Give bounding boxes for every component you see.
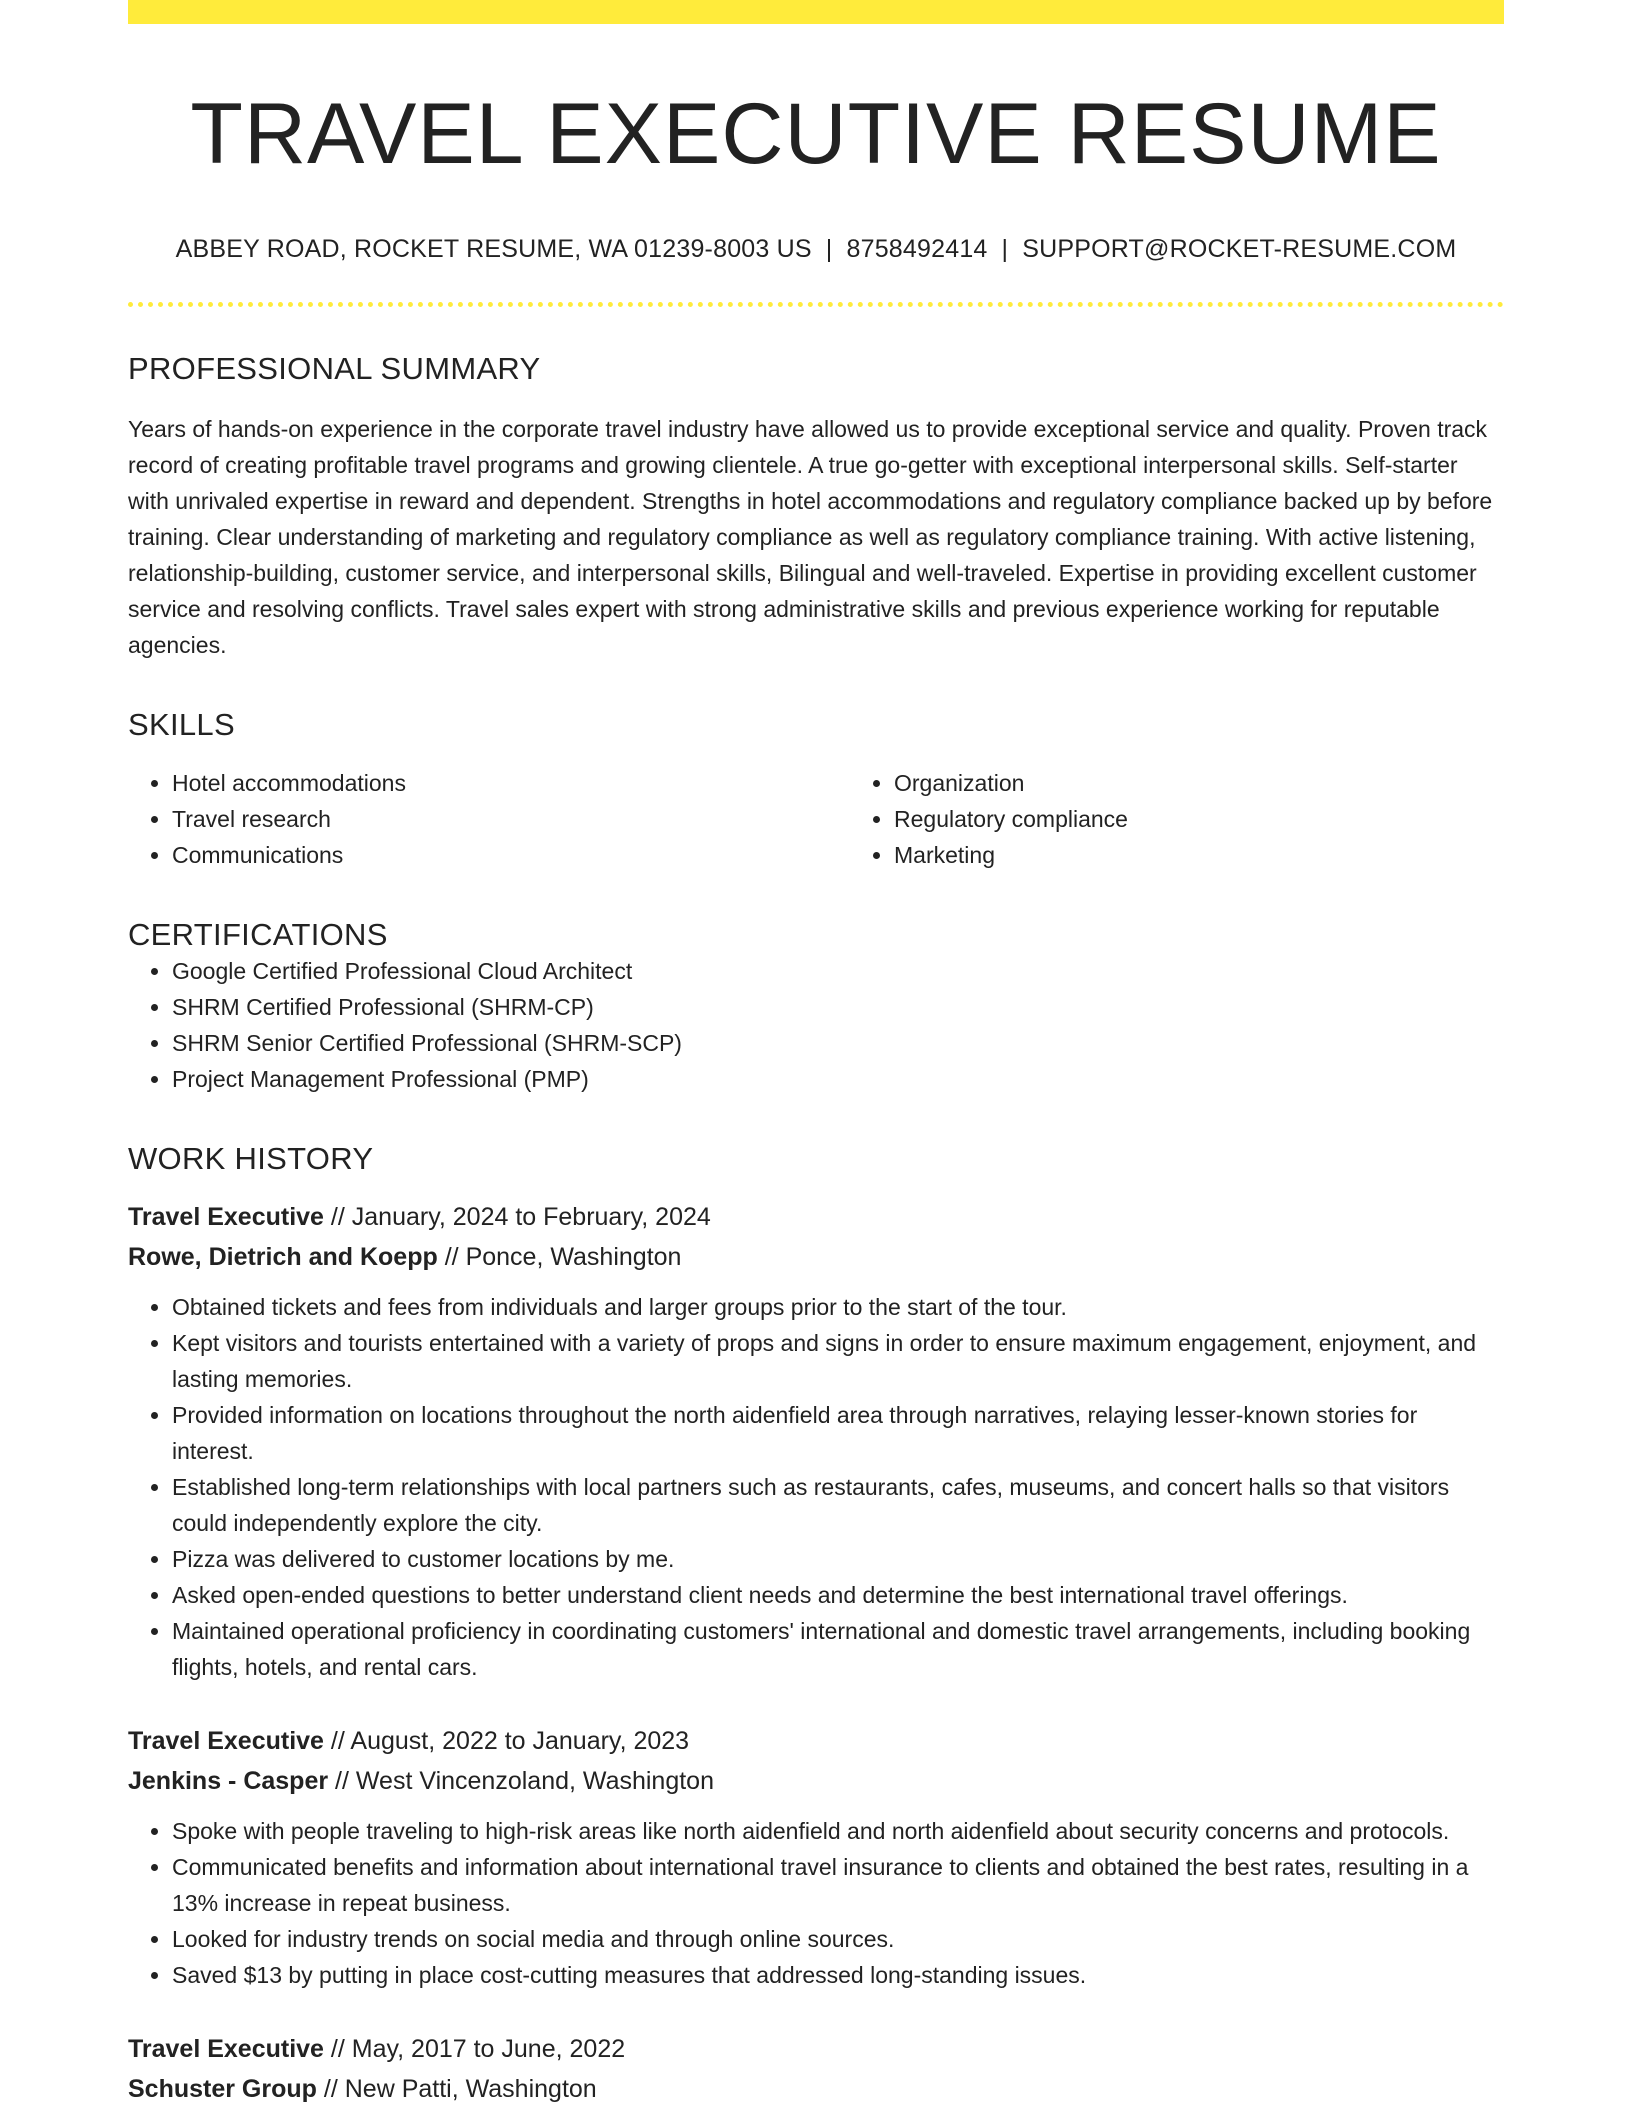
list-item: • Established long-term relationships with local partners such as restaurants, cafes, museums, and concert halls so that visitors could independently explore the city. (172, 1469, 1504, 1541)
list-item: • Marketing (894, 837, 1572, 873)
job-divider: // (330, 1203, 345, 1231)
job-bullets (128, 1813, 1504, 1993)
contact-separator: | (1001, 235, 1009, 263)
job-company-line (128, 2069, 1504, 2109)
list-item: • Saved $13 by putting in place cost-cutting measures that addressed long-standing issues. (172, 1957, 1504, 1993)
list-item: • Maintained operational proficiency in coordinating customers' international and domestic travel arrangements, including booking flights, hotels, and rental cars. (172, 1613, 1504, 1685)
job-divider: // (444, 1243, 459, 1271)
resume-title: TRAVEL EXECUTIVE RESUME (190, 86, 1442, 182)
job-divider: // (323, 2075, 338, 2103)
list-item: • Provided information on locations throughout the north aidenfield area through narratives, relaying lesser-known stories for interest. (172, 1397, 1504, 1469)
list-item: • Regulatory compliance (894, 801, 1572, 837)
list-item: • Hotel accommodations (172, 765, 850, 801)
list-item: • Google Certified Professional Cloud Architect (172, 953, 1504, 989)
job-title-line (128, 1197, 1504, 1237)
job-company-line (128, 1237, 1504, 1277)
job-dates: January, 2024 to February, 2024 (351, 1203, 711, 1231)
job-location: Ponce, Washington (465, 1243, 682, 1271)
list-item: • Pizza was delivered to customer locations by me. (172, 1541, 1504, 1577)
contact-email: SUPPORT@ROCKET-RESUME.COM (1022, 235, 1457, 263)
job-title: Travel Executive (128, 1203, 324, 1231)
job-location: West Vincenzoland, Washington (355, 1767, 714, 1795)
summary-text: Years of hands-on experience in the corporate travel industry have allowed us to provide exceptional service and quality. Proven track record of creating profitable travel programs and growing clientele. A true go-getter with exceptional interpersonal skills. Self-starter with unrivaled expertise in reward and dependent. Strengths in hotel accommodations and regulatory compliance backed up by before training. Clear understanding of marketing and regulatory compliance as well as regulatory compliance training. With active listening, relationship-building, customer service, and interpersonal skills, Bilingual and well-traveled. Expertise in providing excellent customer service and resolving conflicts. Travel sales expert with strong administrative skills and previous experience working for reputable agencies. (128, 416, 1493, 658)
certifications-heading: CERTIFICATIONS (128, 917, 388, 952)
work-history-heading: WORK HISTORY (128, 1141, 374, 1176)
top-accent-bar (128, 0, 1504, 24)
list-item: • Kept visitors and tourists entertained with a variety of props and signs in order to ensure maximum engagement, enjoyment, and lasting memories. (172, 1325, 1504, 1397)
job-dates: August, 2022 to January, 2023 (350, 1727, 690, 1755)
job-bullets (128, 1289, 1504, 1685)
skills-list-right (850, 765, 1572, 873)
list-item: • Communications (172, 837, 850, 873)
job-company: Schuster Group (128, 2075, 317, 2103)
list-item: • Communicated benefits and information about international travel insurance to clients and obtained the best rates, resulting in a 13% increase in repeat business. (172, 1849, 1504, 1921)
job-title-line (128, 1721, 1504, 1761)
contact-address: ABBEY ROAD, ROCKET RESUME, WA 01239-8003 US (175, 235, 812, 263)
list-item: • SHRM Senior Certified Professional (SHRM-SCP) (172, 1025, 1504, 1061)
list-item: • Obtained tickets and fees from individuals and larger groups prior to the start of the tour. (172, 1289, 1504, 1325)
job-company: Jenkins - Casper (128, 1767, 329, 1795)
contact-line (128, 234, 1504, 264)
list-item: • Travel research (172, 801, 850, 837)
resume-page (128, 0, 1504, 2109)
job-divider: // (330, 2035, 345, 2063)
list-item: • Organization (894, 765, 1572, 801)
certifications-list (128, 953, 1504, 1097)
list-item: • Looked for industry trends on social media and through online sources. (172, 1921, 1504, 1957)
job-entry (128, 2029, 1504, 2109)
job-entry (128, 1721, 1504, 1993)
job-company-line (128, 1761, 1504, 1801)
job-divider: // (335, 1767, 349, 1795)
list-item: • Spoke with people traveling to high-risk areas like north aidenfield and north aidenfield about security concerns and protocols. (172, 1813, 1504, 1849)
job-divider: // (330, 1727, 345, 1755)
list-item: • Asked open-ended questions to better understand client needs and determine the best international travel offerings. (172, 1577, 1504, 1613)
contact-separator: | (825, 235, 833, 263)
contact-phone: 8758492414 (846, 235, 988, 263)
job-location: New Patti, Washington (344, 2075, 597, 2103)
job-title: Travel Executive (128, 1727, 324, 1755)
skills-columns (128, 765, 1504, 873)
job-dates: May, 2017 to June, 2022 (351, 2035, 626, 2063)
job-title: Travel Executive (128, 2035, 324, 2063)
job-company: Rowe, Dietrich and Koepp (128, 1243, 438, 1271)
header-divider (128, 302, 1504, 307)
skills-heading: SKILLS (128, 707, 235, 742)
job-title-line (128, 2029, 1504, 2069)
summary-heading: PROFESSIONAL SUMMARY (128, 351, 541, 386)
list-item: • Project Management Professional (PMP) (172, 1061, 1504, 1097)
job-entry (128, 1197, 1504, 1685)
list-item: • SHRM Certified Professional (SHRM-CP) (172, 989, 1504, 1025)
skills-list-left (128, 765, 850, 873)
